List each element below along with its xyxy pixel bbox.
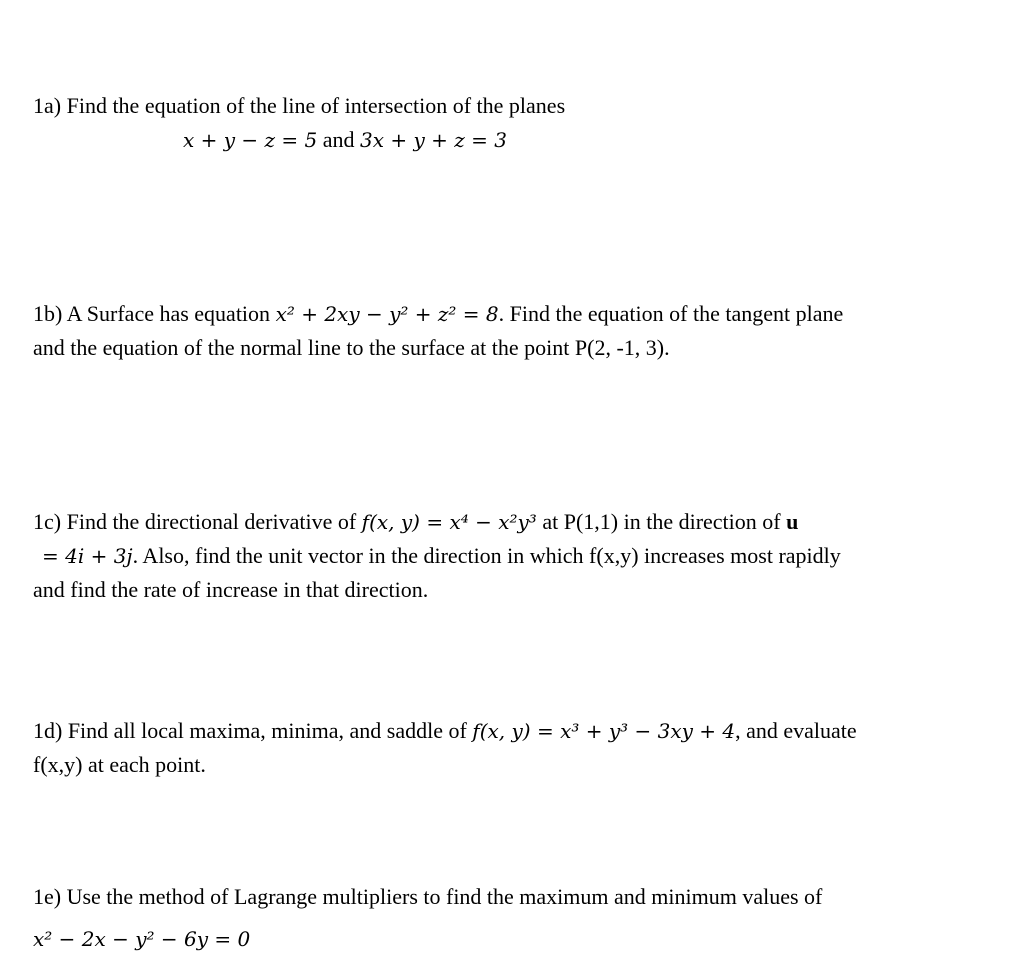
problem-1e-line2 <box>33 925 250 953</box>
problem-1b-line1 <box>33 300 843 328</box>
problem-1b-suffix: . Find the equation of the tangent plane <box>498 301 844 326</box>
problem-1a-equations <box>183 126 507 154</box>
problem-1a-line1 <box>33 92 565 120</box>
problem-1a-text: 1a) Find the equation of the line of intersection of the planes <box>33 93 566 118</box>
problem-1e-constraint: x² − 2x − y² − 6y = 0 <box>33 927 251 951</box>
problem-1c-function: f(x, y) = x⁴ − x²y³ <box>361 510 537 534</box>
problem-1d-suffix: , and evaluate <box>735 718 857 743</box>
problem-1b-equation: x² + 2xy − y² + z² = 8 <box>275 302 499 326</box>
problem-1b-line2 <box>33 334 670 362</box>
problem-1c-vector-name: u <box>786 509 799 534</box>
problem-1e-line1 <box>33 883 822 911</box>
problem-1c-text3: and find the rate of increase in that direction. <box>33 577 429 602</box>
problem-1c-line2-text: . Also, find the unit vector in the direction in which f(x,y) increases most rapidly <box>132 543 841 568</box>
problem-1d-text2: f(x,y) at each point. <box>33 752 206 777</box>
problem-1c-mid: at P(1,1) in the direction of <box>542 509 781 534</box>
problem-1a-and: and <box>322 127 355 152</box>
problem-1d-line1 <box>33 717 857 745</box>
problem-1d-line2 <box>33 751 206 779</box>
problem-1b-text2: and the equation of the normal line to the surface at the point P(2, -1, 3). <box>33 335 670 360</box>
problem-1d-function: f(x, y) = x³ + y³ − 3xy + 4 <box>472 719 736 743</box>
problem-1c-vector-value: = 4i + 3j <box>42 544 133 568</box>
problem-1a-eq-left: x + y − z = 5 <box>183 128 318 152</box>
problem-1c-line1 <box>33 508 798 536</box>
problem-1e-text: 1e) Use the method of Lagrange multipliers to find the maximum and minimum values of <box>33 884 823 909</box>
problem-1b-prefix: 1b) A Surface has equation <box>33 301 271 326</box>
problem-1c-line3 <box>33 576 428 604</box>
problem-1c-prefix: 1c) Find the directional derivative of <box>33 509 357 534</box>
problem-1a-eq-right: 3x + y + z = 3 <box>360 128 508 152</box>
problem-1c-line2 <box>42 542 841 570</box>
problem-1d-prefix: 1d) Find all local maxima, minima, and saddle of <box>33 718 467 743</box>
